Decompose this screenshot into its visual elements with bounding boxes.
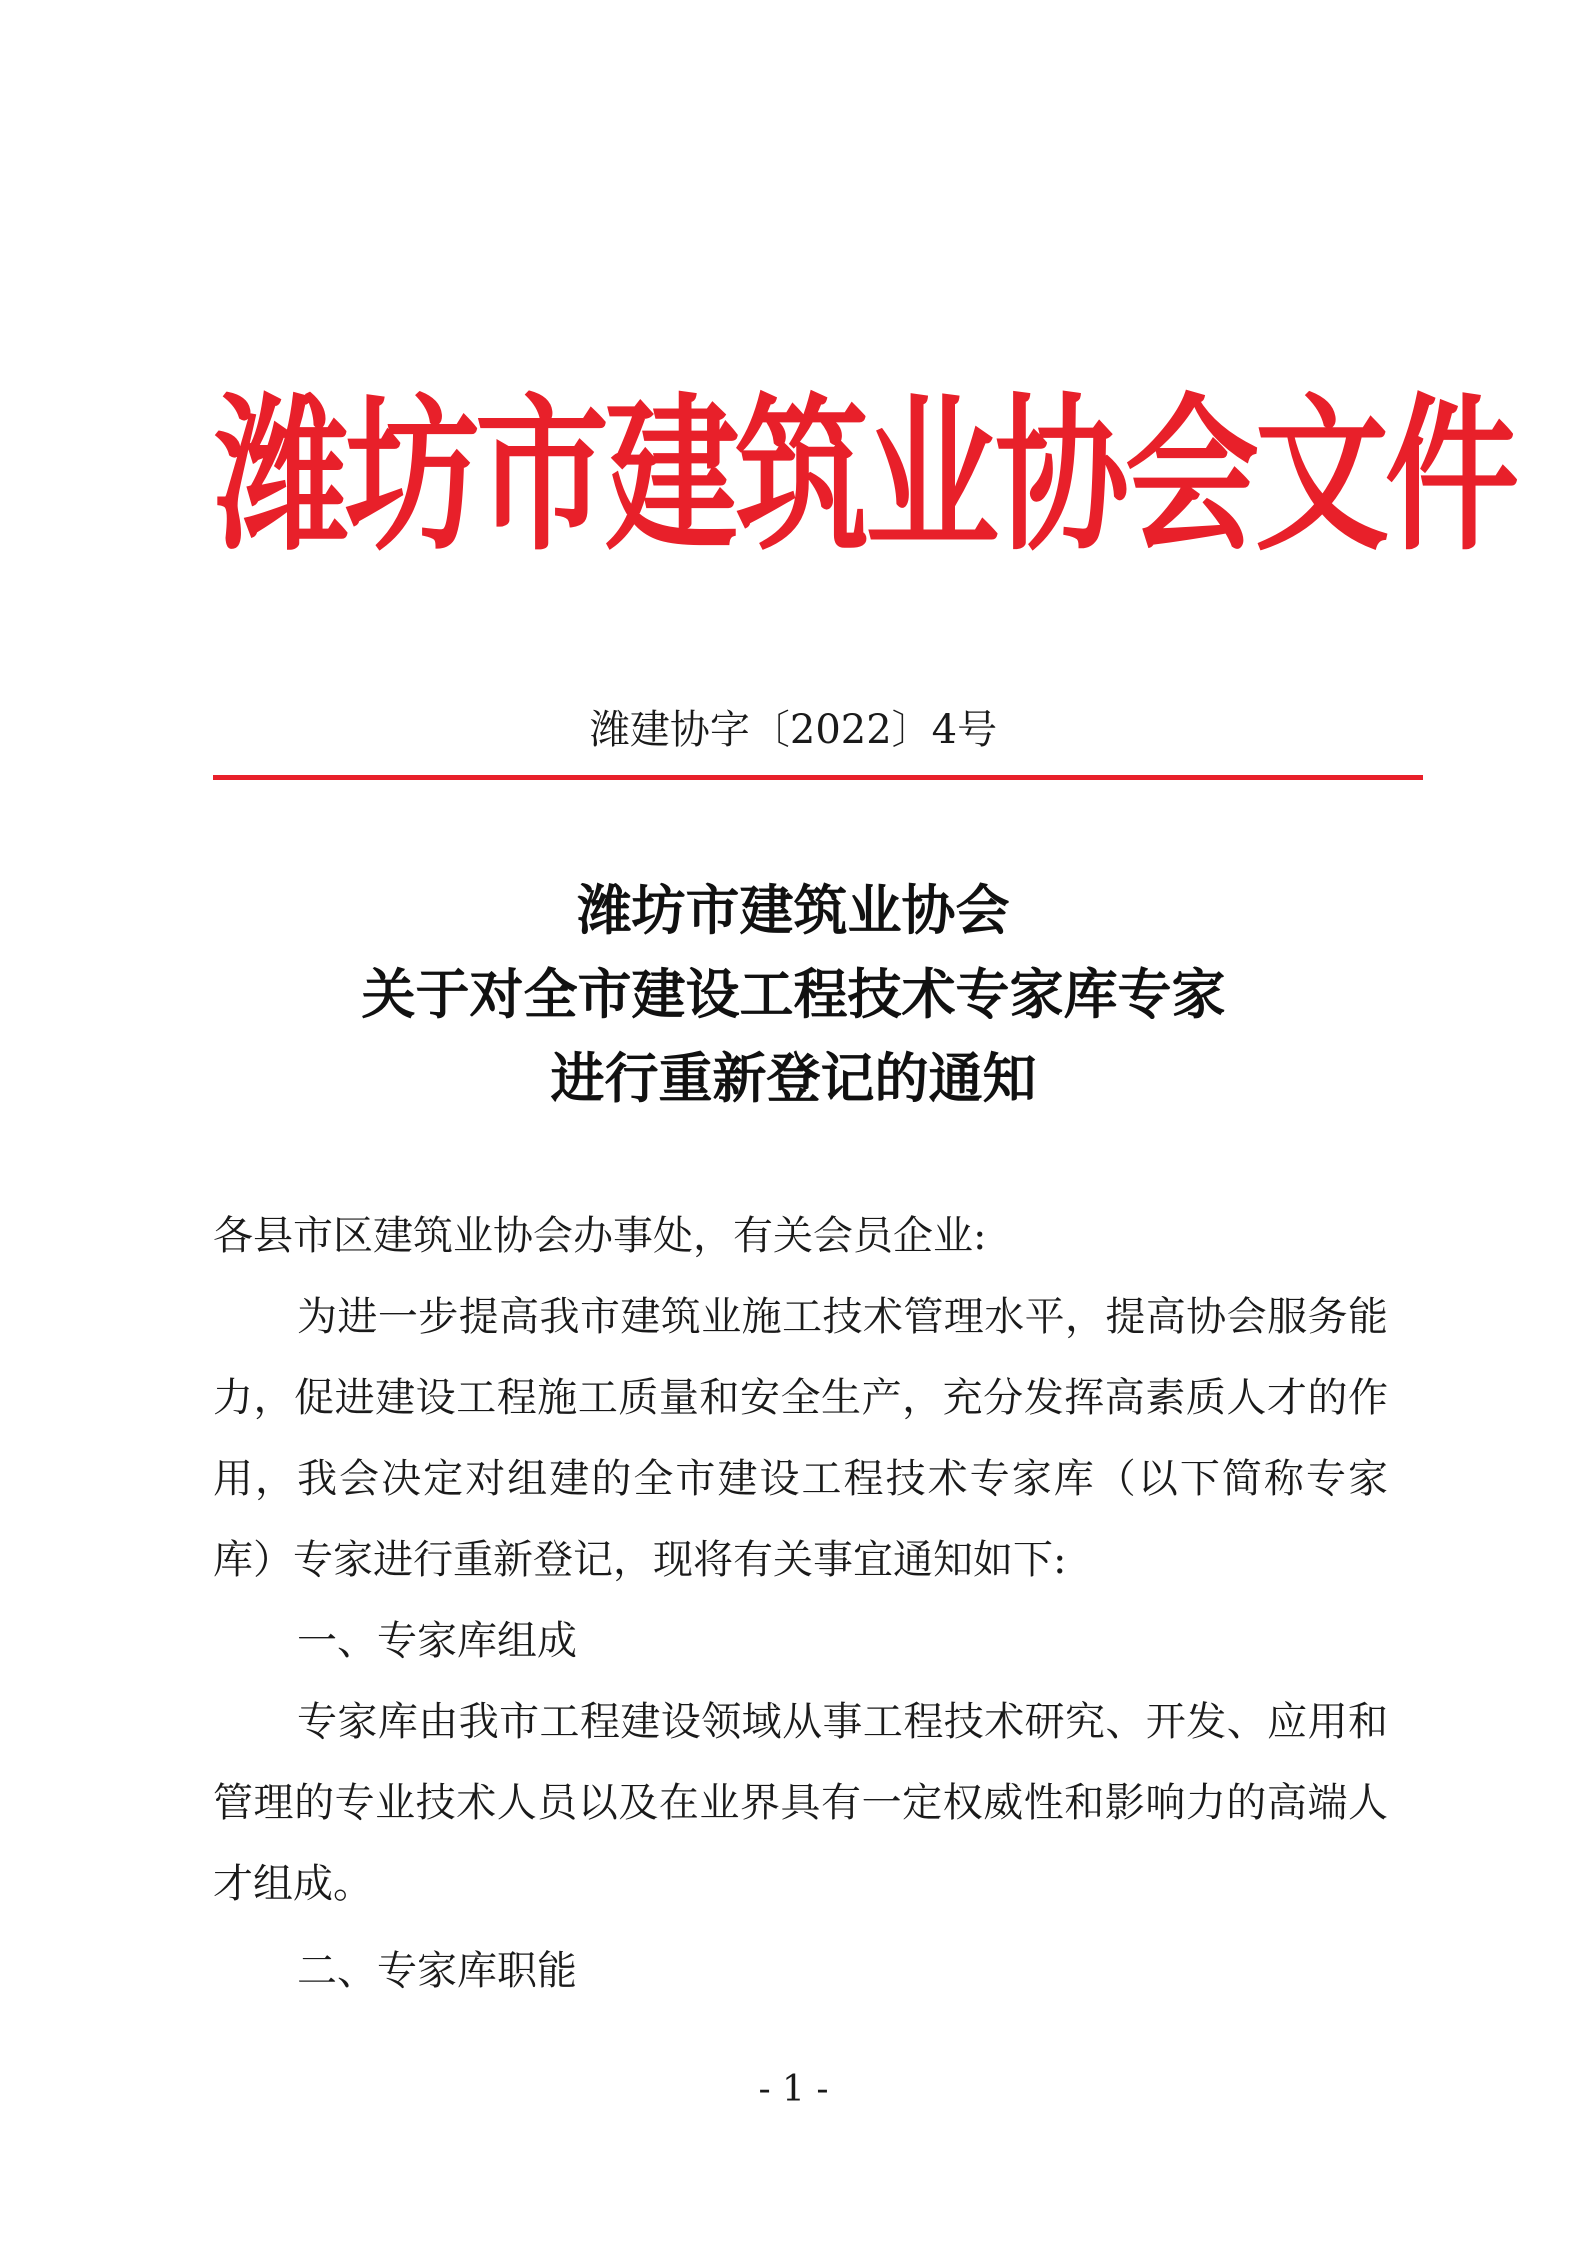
masthead-title: 潍坊市建筑业协会文件 (215, 376, 1516, 574)
document-number: 潍建协字〔2022〕4号 (589, 707, 998, 753)
section-2-heading: 二、专家库职能 (297, 1948, 577, 1994)
intro-paragraph: 为进一步提高我市建筑业施工技术管理水平，提高协会服务能力，促进建设工程施工质量和安全生产，充分发挥高素质人才的作用，我会决定对组建的全市建设工程技术专家库（以下简称专家库）专家进行重新登记，现将有关事宜通知如下: (213, 1294, 1388, 1583)
red-divider-line (213, 775, 1423, 780)
notice-title-line-2: 关于对全市建设工程技术专家库专家 (361, 962, 1226, 1026)
notice-title-line-3: 进行重新登记的通知 (550, 1046, 1037, 1110)
salutation: 各县市区建筑业协会办事处，有关会员企业: (213, 1213, 987, 1259)
page-number: - 1 - (758, 2069, 829, 2110)
notice-title-line-1: 潍坊市建筑业协会 (577, 878, 1010, 942)
section-1-heading: 一、专家库组成 (297, 1618, 577, 1664)
section-1-paragraph: 专家库由我市工程建设领域从事工程技术研究、开发、应用和管理的专业技术人员以及在业界具有一定权威性和影响力的高端人才组成。 (213, 1699, 1388, 1907)
notice-title (0, 868, 1587, 1120)
notice-body (213, 1196, 1388, 2012)
